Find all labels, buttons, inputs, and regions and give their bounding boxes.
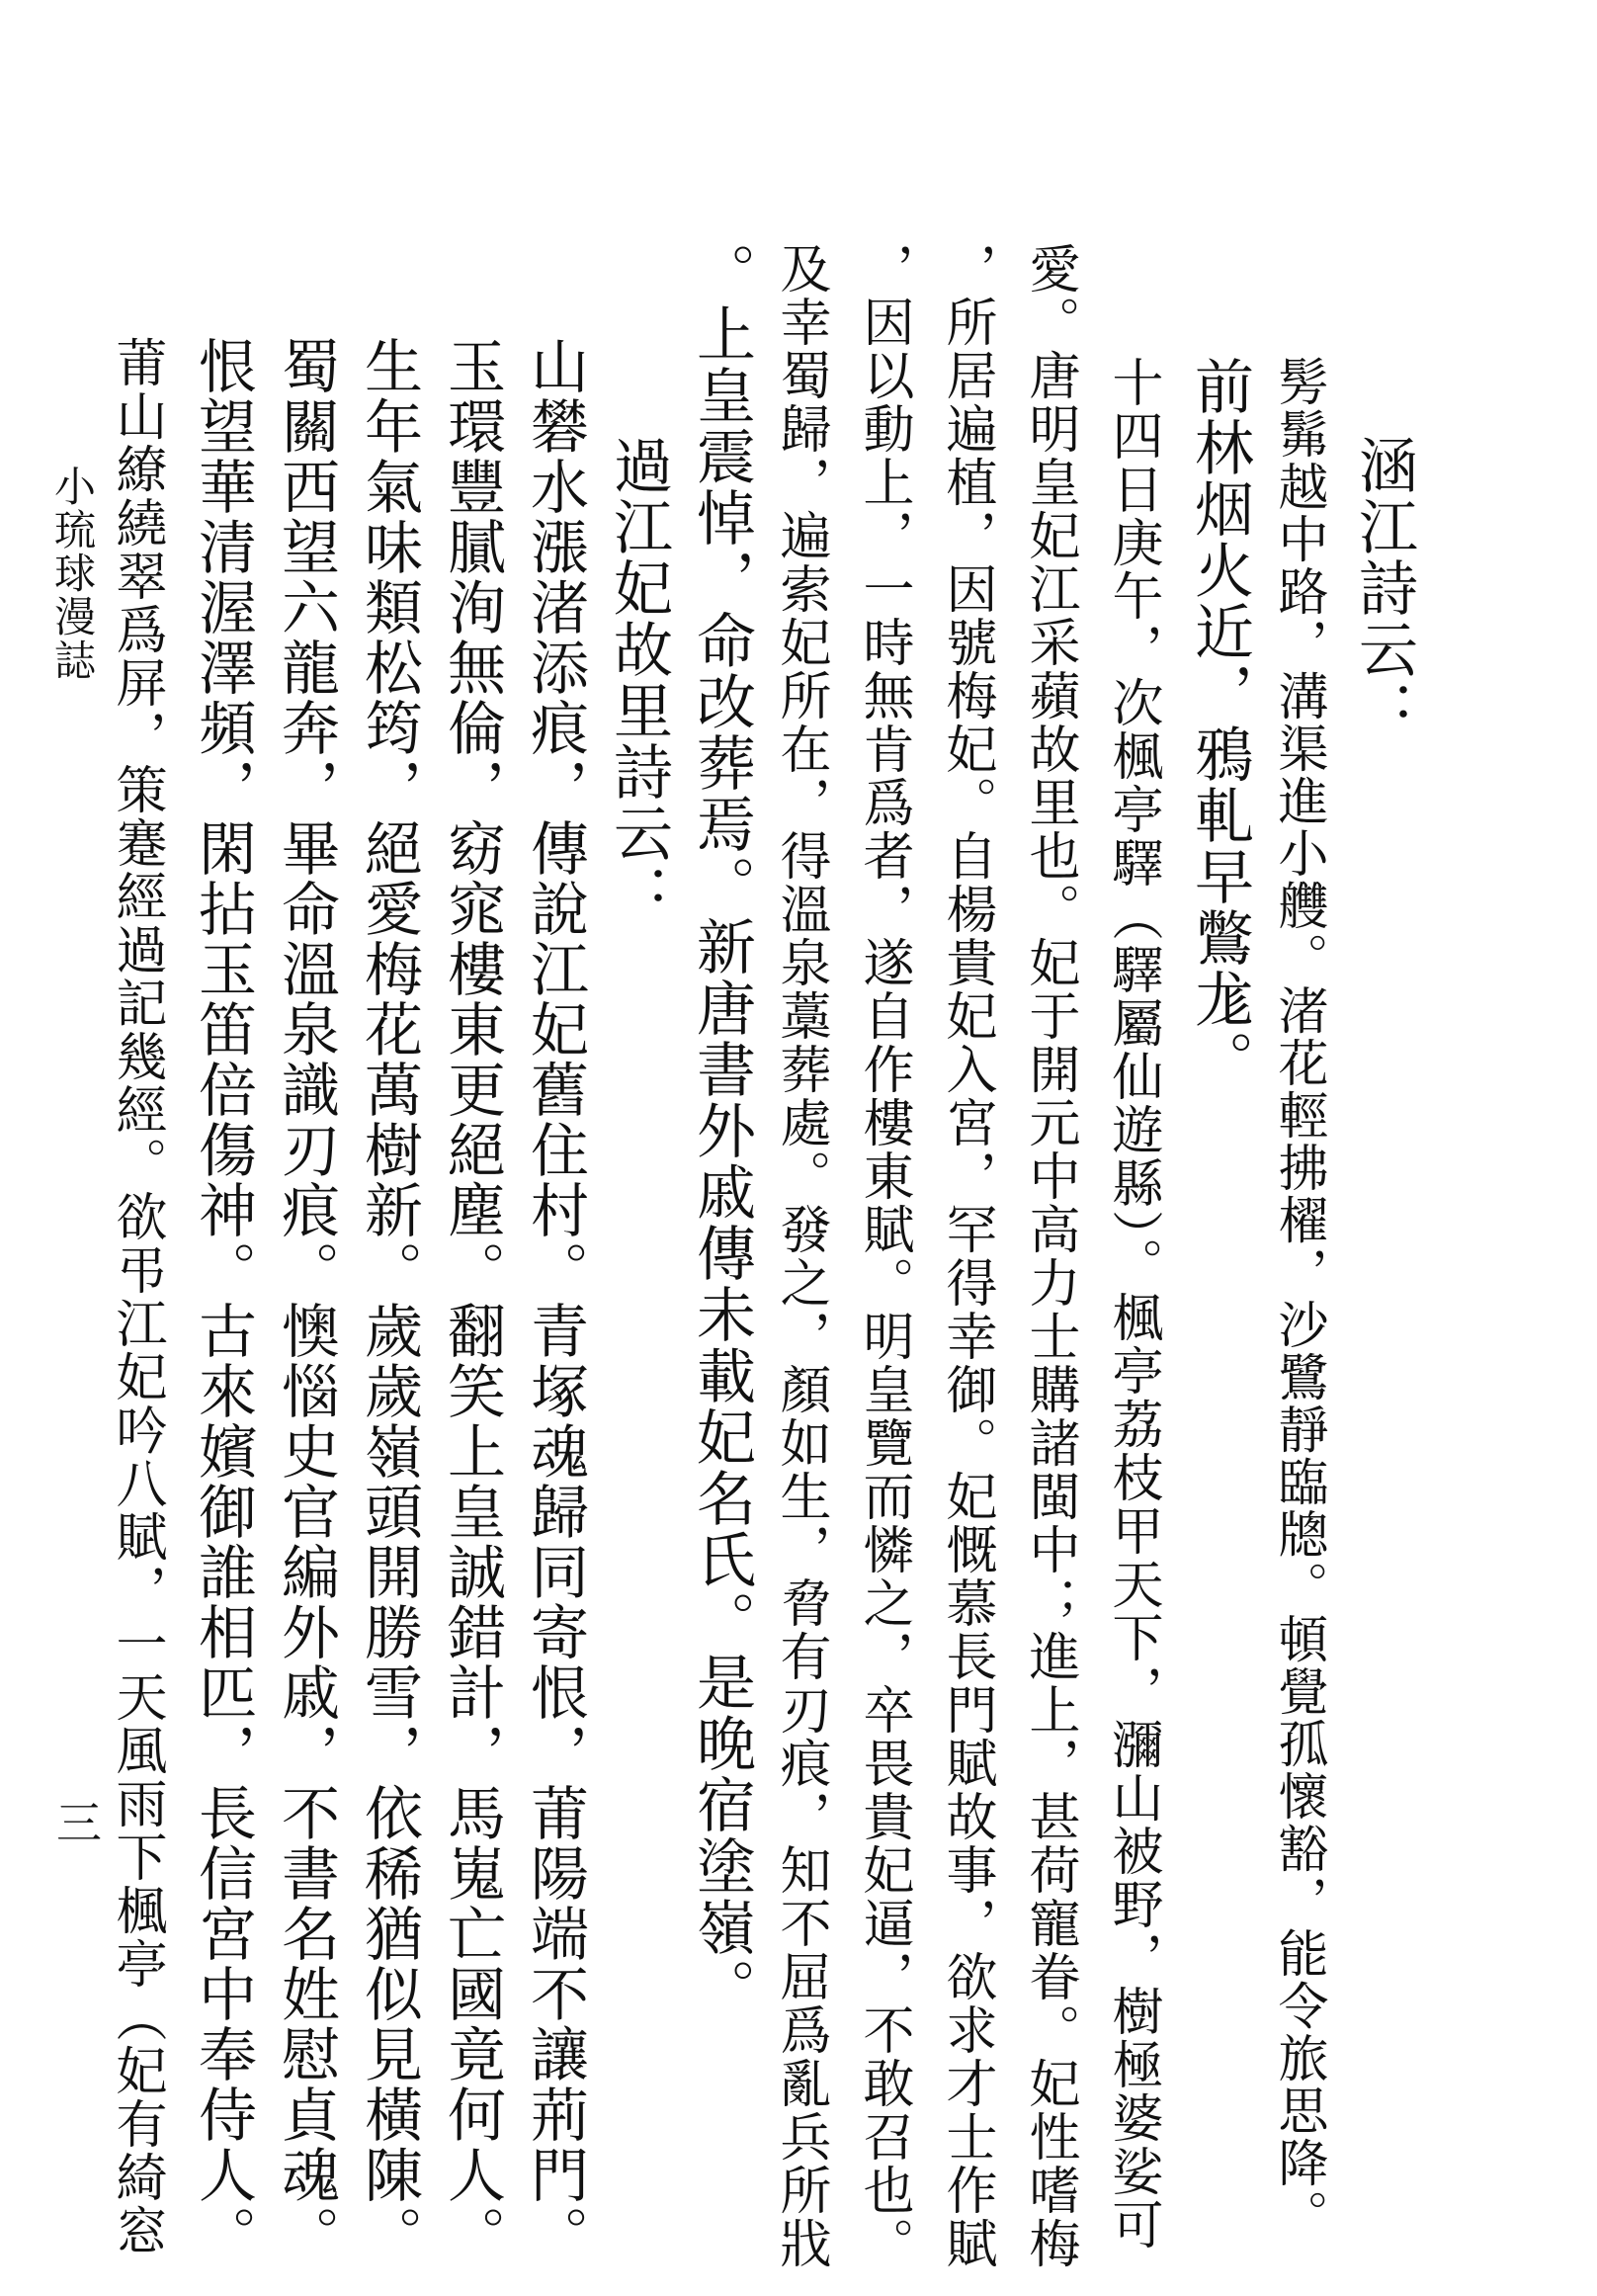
text-column-4: 十四日庚午，次楓亭驛（驛屬仙遊縣）。楓亭荔枝甲天下，瀰山被野，樹極婆娑可 — [1103, 356, 1162, 2252]
text-column-13: 生年氣味類松筠，絕愛梅花萬樹新。歲歲嶺頭開勝雪，依稀猶似見橫陳。 — [355, 336, 423, 2265]
running-title: 小琉球漫誌 — [48, 465, 97, 682]
text-column-10: 過江妃故里詩云： — [604, 435, 673, 925]
text-column-16: 莆山繚繞翠爲屏，策蹇經過記幾經。欲弔江妃吟八賦，一天風雨下楓亭（妃有綺窓 — [107, 336, 166, 2257]
page-number: 三 — [49, 1799, 103, 1846]
text-column-12: 玉環豐膩洵無倫，窈窕樓東更絕塵。翻笑上皇誠錯計，馬嵬亡國竟何人。 — [438, 336, 506, 2265]
text-column-1: 涵江詩云： — [1349, 435, 1418, 741]
text-column-7: ，因以動上，一時無肯爲者，遂自作樓東賦。明皇覽而憐之，卒畏貴妃逼，不敢召也。 — [854, 242, 913, 2270]
text-column-2: 髣髴越中路，溝渠進小艭。渚花輕拂櫂，沙鷺靜臨牕。頓覺孤懷豁，能令旅思降。 — [1269, 356, 1327, 2242]
text-column-14: 蜀關西望六龍奔，畢命溫泉識刃痕。懊惱史官編外戚，不書名姓慰貞魂。 — [272, 336, 340, 2265]
text-column-5: 愛。唐明皇妃江采蘋故里也。妃于開元中高力士購諸閩中；進上，甚荷寵眷。妃性嗜梅 — [1020, 242, 1079, 2270]
text-column-15: 恨望華清渥澤頻，閑拈玉笛倍傷神。古來嬪御誰相匹，長信宮中奉侍人。 — [189, 336, 257, 2265]
text-column-3: 前林烟火近，鴉軋早鷩尨。 — [1185, 356, 1254, 1091]
text-column-9: 。上皇震悼，命改葬焉。新唐書外戚傳未載妃名氏。是晚宿塗嶺。 — [687, 242, 756, 2019]
text-column-6: ，所居遍植，因號梅妃。自楊貴妃入宮，罕得幸御。妃慨慕長門賦故事，欲求才士作賦 — [937, 242, 996, 2270]
text-column-11: 山礬水漲渚添痕，傳說江妃舊住村。青塚魂歸同寄恨，莆陽端不讓荊門。 — [521, 336, 589, 2265]
text-column-8: 及幸蜀歸，遍索妃所在，得溫泉藁葬處。發之，顏如生，脅有刃痕，知不屈爲亂兵所戕 — [771, 242, 830, 2270]
